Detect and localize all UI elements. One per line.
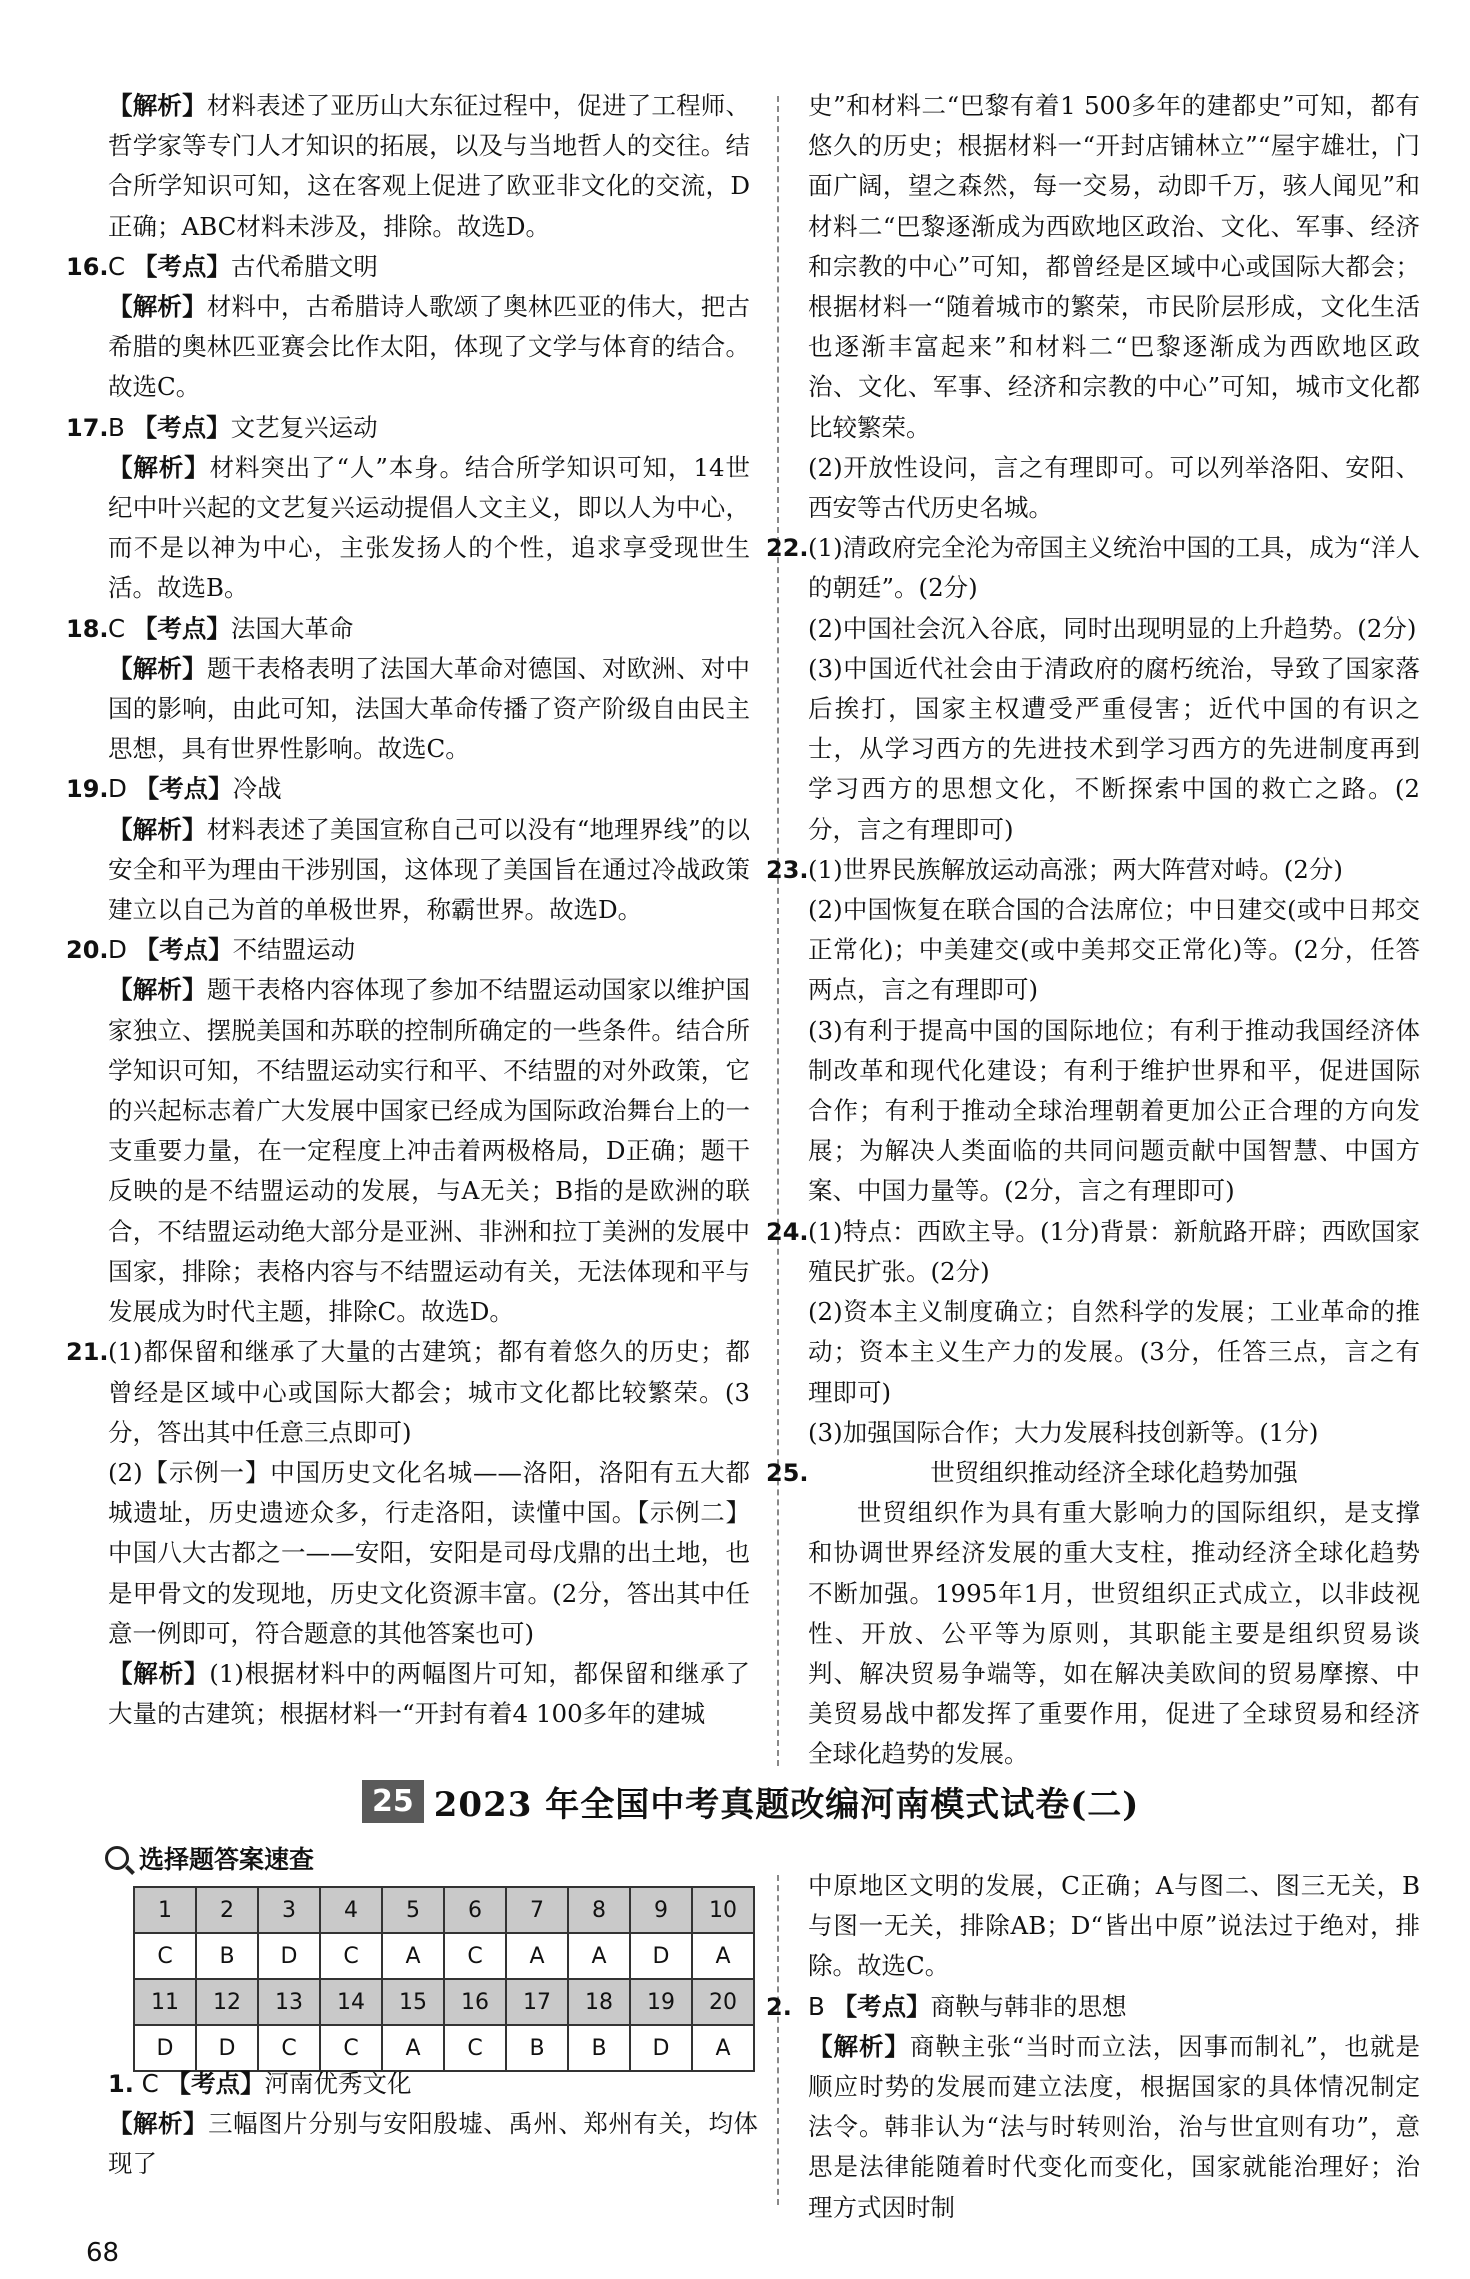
question-number-cell: 19	[630, 1979, 692, 2025]
section-title: 2023 年全国中考真题改编河南模式试卷(二)	[433, 1784, 1140, 1825]
question-number-cell: 9	[630, 1887, 692, 1933]
question-number-cell: 5	[382, 1887, 444, 1933]
answer-line: C 【考点】法国大革命	[108, 613, 354, 643]
answer-cell: A	[382, 2025, 444, 2071]
analysis-paragraph: 【解析】三幅图片分别与安阳殷墟、禹州、郑州有关，均体现了	[108, 2109, 759, 2178]
question-2: 2. B 【考点】商鞅与韩非的思想 【解析】商鞅主张“当时而立法，因事而制礼”，也就是顺应时势的发展而建立法度，根据国家的具体情况制定法令。韩非认为“法与时转则治，治与世宜则有功”，意思是法律能随着时代变化而变化，国家就能治理好；治理方式因时制	[808, 1987, 1420, 2228]
question-25: 25. 世贸组织推动经济全球化趋势加强 世贸组织作为具有重大影响力的国际组织，是支撑和协调世界经济发展的重大支柱，推动经济全球化趋势不断加强。1995年1月，世贸组织正式成立，以非歧视性、开放、公平等为原则，其职能主要是组织贸易谈判、解决贸易争端等，如在解决美欧间的贸易摩擦、中美贸易战中都发挥了重要作用，促进了全球贸易和经济全球化趋势的发展。	[808, 1453, 1420, 1775]
analysis-paragraph: 【解析】题干表格内容体现了参加不结盟运动国家以维护国家独立、摆脱美国和苏联的控制所确定的一些条件。结合所学知识可知，不结盟运动实行和平、不结盟的对外政策，它的兴起标志着广大发展中国家已经成为国际政治舞台上的一支重要力量，在一定程度上冲击着两极格局，D正确；题干反映的是不结盟运动的发展，与A无关；B指的是欧洲的联合，不结盟运动绝大部分是亚洲、非洲和拉丁美洲的发展中国家，排除；表格内容与不结盟运动有关，无法体现和平与发展成为时代主题，排除C。故选D。	[108, 975, 751, 1327]
answer-paragraph: (3)中国近代社会由于清政府的腐朽统治，导致了国家落后挨打，国家主权遭受严重侵害；近代中国的有识之士，从学习西方的先进技术到学习西方的先进制度再到学习西方的思想文化，不断探索中国的救亡之路。(2分，言之有理即可)	[808, 653, 1420, 844]
answer-line: C 【考点】古代希腊文明	[108, 251, 378, 281]
bottom-left-column	[108, 2064, 758, 2184]
question-number-cell: 17	[506, 1979, 568, 2025]
page-number: 68	[86, 2238, 120, 2268]
column-divider	[777, 96, 779, 1766]
answer-cell: C	[444, 2025, 506, 2071]
analysis-paragraph: 【解析】商鞅主张“当时而立法，因事而制礼”，也就是顺应时势的发展而建立法度，根据国家的具体情况制定法令。韩非认为“法与时转则治，治与世宜则有功”，意思是法律能随着时代变化而变化，国家就能治理好；治理方式因时制	[808, 2031, 1420, 2222]
question-number-cell: 3	[258, 1887, 320, 1933]
question-number-cell: 8	[568, 1887, 630, 1933]
question-number-cell: 15	[382, 1979, 444, 2025]
answer-cell: C	[320, 1933, 382, 1979]
answer-cell: C	[320, 2025, 382, 2071]
answer-cell: D	[196, 2025, 258, 2071]
question-24: 24. (1)特点：西欧主导。(1分)背景：新航路开辟；西欧国家殖民扩张。(2分) (2)资本主义制度确立；自然科学的发展；工业革命的推动；资本主义生产力的发展。(3分，任答三点，言之有理即可) (3)加强国际合作；大力发展科技创新等。(1分)	[808, 1212, 1420, 1453]
left-column	[66, 86, 751, 1734]
answer-paragraph: (3)有利于提高中国的国际地位；有利于推动我国经济体制改革和现代化建设；有利于维护世界和平，促进国际合作；有利于推动全球治理朝着更加公正合理的方向发展；为解决人类面临的共同问题贡献中国智慧、中国方案、中国力量等。(2分，言之有理即可)	[808, 1015, 1420, 1206]
analysis-paragraph: 【解析】材料表述了美国宣称自己可以没有“地理界线”的以安全和平为理由干涉别国，这体现了美国旨在通过冷战政策建立以自己为首的单极世界，称霸世界。故选D。	[108, 814, 750, 925]
analysis-paragraph: 【解析】题干表格表明了法国大革命对德国、对欧洲、对中国的影响，由此可知，法国大革命传播了资产阶级自由民主思想，具有世界性影响。故选C。	[108, 653, 751, 764]
question-16: 16. C 【考点】古代希腊文明 【解析】材料中，古希腊诗人歌颂了奥林匹亚的伟大，把古希腊的奥林匹亚赛会比作太阳，体现了文学与体育的结合。故选C。	[108, 247, 750, 408]
answer-cell: D	[134, 2025, 196, 2071]
answer-line: D 【考点】冷战	[108, 774, 282, 804]
answer-cell: B	[568, 2025, 630, 2071]
analysis-paragraph: 【解析】材料突出了“人”本身。结合所学知识可知，14世纪中叶兴起的文艺复兴运动提倡人文主义，即以人为中心，而不是以神为中心，主张发扬人的个性，追求享受现世生活。故选B。	[108, 452, 750, 603]
answer-cell: A	[568, 1933, 630, 1979]
answer-paragraph: (2)开放性设问，言之有理即可。可以列举洛阳、安阳、西安等古代历史名城。	[808, 452, 1420, 523]
answer-cell: B	[506, 2025, 568, 2071]
essay-title: 世贸组织推动经济全球化趋势加强	[930, 1457, 1298, 1487]
question-number-cell: 13	[258, 1979, 320, 2025]
section-banner	[362, 1775, 1139, 1827]
answer-cell: D	[258, 1933, 320, 1979]
question-18: 18. C 【考点】法国大革命 【解析】题干表格表明了法国大革命对德国、对欧洲、对中国的影响，由此可知，法国大革命传播了资产阶级自由民主思想，具有世界性影响。故选C。	[108, 609, 750, 770]
question-23: 23. (1)世界民族解放运动高涨；两大阵营对峙。(2分) (2)中国恢复在联合国的合法席位；中日建交(或中日邦交正常化)；中美建交(或中美邦交正常化)等。(2分，任答两点，言之有理即可) (3)有利于提高中国的国际地位；有利于推动我国经济体制改革和现代化建设；有利于维护世界和平，促进国际合作；有利于推动全球治理朝着更加公正合理的方向发展；为解决人类面临的共同问题贡献中国智慧、中国方案、中国力量等。(2分，言之有理即可)	[808, 850, 1420, 1212]
table-row	[134, 1979, 754, 2025]
answer-paragraph: (2)【示例一】中国历史文化名城——洛阳，洛阳有五大都城遗址，历史遗迹众多，行走洛阳，读懂中国。【示例二】中国八大古都之一——安阳，安阳是司母戊鼎的出土地，也是甲骨文的发现地，历史文化资源丰富。(2分，答出其中任意一例即可，符合题意的其他答案也可)	[108, 1457, 750, 1648]
answer-paragraph: (2)中国社会沉入谷底，同时出现明显的上升趋势。(2分)	[808, 613, 1417, 643]
section-number: 25	[362, 1780, 424, 1823]
answer-cell: C	[444, 1933, 506, 1979]
question-number-cell: 14	[320, 1979, 382, 2025]
question-17: 17. B 【考点】文艺复兴运动 【解析】材料突出了“人”本身。结合所学知识可知，14世纪中叶兴起的文艺复兴运动提倡人文主义，即以人为中心，而不是以神为中心，主张发扬人的个性，追求享受现世生活。故选B。	[108, 408, 750, 609]
answer-paragraph: (3)加强国际合作；大力发展科技创新等。(1分)	[808, 1417, 1319, 1447]
answer-cell: B	[196, 1933, 258, 1979]
analysis-paragraph: 【解析】材料表述了亚历山大东征过程中，促进了工程师、哲学家等专门人才知识的拓展，以及与当地哲人的交往。结合所学知识可知，这在客观上促进了欧亚非文化的交流，D正确；ABC材料未涉及，排除。故选D。	[108, 91, 751, 241]
answer-cell: C	[134, 1933, 196, 1979]
answer-paragraph: (1)都保留和继承了大量的古建筑；都有着悠久的历史；都曾经是区域中心或国际大都会；城市文化都比较繁荣。(3分，答出其中任意三点即可)	[108, 1337, 750, 1447]
analysis-continuation: 史”和材料二“巴黎有着1 500多年的建都史”可知，都有悠久的历史；根据材料一“开封店铺林立”“屋宇雄壮，门面广阔，望之森然，每一交易，动即千万，骇人闻见”和材料二“巴黎逐渐成为西欧地区政治、文化、军事、经济和宗教的中心”可知，都曾经是区域中心或国际大都会；根据材料一“随着城市的繁荣，市民阶层形成，文化生活也逐渐丰富起来”和材料二“巴黎逐渐成为西欧地区政治、文化、军事、经济和宗教的中心”可知，城市文化都比较繁荣。	[808, 91, 1420, 442]
answer-line: B 【考点】文艺复兴运动	[108, 412, 378, 442]
question-number-cell: 7	[506, 1887, 568, 1933]
question-22: 22. (1)清政府完全沦为帝国主义统治中国的工具，成为“洋人的朝廷”。(2分) (2)中国社会沉入谷底，同时出现明显的上升趋势。(2分) (3)中国近代社会由于清政府的腐朽统治，导致了国家落后挨打，国家主权遭受严重侵害；近代中国的有识之士，从学习西方的先进技术到学习西方的先进制度再到学习西方的思想文化，不断探索中国的救亡之路。(2分，言之有理即可)	[808, 528, 1420, 850]
answer-cell: C	[258, 2025, 320, 2071]
question-number-cell: 18	[568, 1979, 630, 2025]
table-row	[134, 1933, 754, 1979]
question-number-cell: 1	[134, 1887, 196, 1933]
question-number-cell: 16	[444, 1979, 506, 2025]
magnifier-icon	[105, 1846, 129, 1870]
answer-cell: A	[506, 1933, 568, 1979]
answer-cell: A	[382, 1933, 444, 1979]
answer-paragraph: (2)资本主义制度确立；自然科学的发展；工业革命的推动；资本主义生产力的发展。(3分，任答三点，言之有理即可)	[808, 1297, 1420, 1407]
question-1: 1. C 【考点】河南优秀文化 【解析】三幅图片分别与安阳殷墟、禹州、郑州有关，均体现了	[108, 2064, 758, 2184]
answer-paragraph: (1)世界民族解放运动高涨；两大阵营对峙。(2分)	[808, 854, 1343, 884]
essay-body: 世贸组织作为具有重大影响力的国际组织，是支撑和协调世界经济发展的重大支柱，推动经济全球化趋势不断加强。1995年1月，世贸组织正式成立，以非歧视性、开放、公平等为原则，其职能主要是组织贸易谈判、解决贸易争端等，如在解决美欧间的贸易摩擦、中美贸易战中都发挥了重要作用，促进了全球贸易和经济全球化趋势的发展。	[808, 1498, 1420, 1769]
question-19: 19. D 【考点】冷战 【解析】材料表述了美国宣称自己可以没有“地理界线”的以安全和平为理由干涉别国，这体现了美国旨在通过冷战政策建立以自己为首的单极世界，称霸世界。故选D。	[108, 769, 750, 930]
question-number-cell: 6	[444, 1887, 506, 1933]
analysis-paragraph: 【解析】(1)根据材料中的两幅图片可知，都保留和继承了大量的古建筑；根据材料一“开封有着4 100多年的建城	[108, 1658, 751, 1729]
answer-cell: D	[630, 1933, 692, 1979]
question-number-cell: 20	[692, 1979, 754, 2025]
question-number-cell: 11	[134, 1979, 196, 2025]
answer-paragraph: (2)中国恢复在联合国的合法席位；中日建交(或中日邦交正常化)；中美建交(或中美邦交正常化)等。(2分，任答两点，言之有理即可)	[808, 895, 1420, 1005]
table-row	[134, 1887, 754, 1933]
question-21: 21. (1)都保留和继承了大量的古建筑；都有着悠久的历史；都曾经是区域中心或国际大都会；城市文化都比较繁荣。(3分，答出其中任意三点即可) (2)【示例一】中国历史文化名城——洛阳，洛阳有五大都城遗址，历史遗迹众多，行走洛阳，读懂中国。【示例二】中国八大古都之一——安阳，安阳是司母戊鼎的出土地，也是甲骨文的发现地，历史文化资源丰富。(2分，答出其中任意一例即可，符合题意的其他答案也可) 【解析】(1)根据材料中的两幅图片可知，都保留和继承了大量的古建筑；根据材料一“开封有着4 100多年的建城	[108, 1332, 750, 1734]
question-20: 20. D 【考点】不结盟运动 【解析】题干表格内容体现了参加不结盟运动国家以维护国家独立、摆脱美国和苏联的控制所确定的一些条件。结合所学知识可知，不结盟运动实行和平、不结盟的对外政策，它的兴起标志着广大发展中国家已经成为国际政治舞台上的一支重要力量，在一定程度上冲击着两极格局，D正确；题干反映的是不结盟运动的发展，与A无关；B指的是欧洲的联合，不结盟运动绝大部分是亚洲、非洲和拉丁美洲的发展中国家，排除；表格内容与不结盟运动有关，无法体现和平与发展成为时代主题，排除C。故选D。	[108, 930, 750, 1332]
answer-paragraph: (1)特点：西欧主导。(1分)背景：新航路开辟；西欧国家殖民扩张。(2分)	[808, 1216, 1420, 1286]
bottom-right-column	[766, 1866, 1420, 2228]
answer-quick-heading: 选择题答案速查	[105, 1840, 314, 1876]
answer-cell: A	[692, 1933, 754, 1979]
answer-line: B 【考点】商鞅与韩非的思想	[808, 1991, 1127, 2021]
analysis-paragraph: 【解析】材料中，古希腊诗人歌颂了奥林匹亚的伟大，把古希腊的奥林匹亚赛会比作太阳，体现了文学与体育的结合。故选C。	[108, 292, 751, 402]
question-number-cell: 2	[196, 1887, 258, 1933]
question-number-cell: 12	[196, 1979, 258, 2025]
answer-table	[133, 1886, 755, 2072]
answer-line: D 【考点】不结盟运动	[108, 935, 356, 965]
question-number-cell: 4	[320, 1887, 382, 1933]
answer-cell: A	[692, 2025, 754, 2071]
right-column	[766, 86, 1420, 1775]
analysis-continuation: 中原地区文明的发展，C正确；A与图二、图三无关，B与图一无关，排除AB；D“皆出中原”说法过于绝对，排除。故选C。	[808, 1871, 1420, 1981]
answer-paragraph: (1)清政府完全沦为帝国主义统治中国的工具，成为“洋人的朝廷”。(2分)	[808, 533, 1420, 603]
column-divider	[777, 1875, 779, 2205]
question-number-cell: 10	[692, 1887, 754, 1933]
answer-cell: D	[630, 2025, 692, 2071]
